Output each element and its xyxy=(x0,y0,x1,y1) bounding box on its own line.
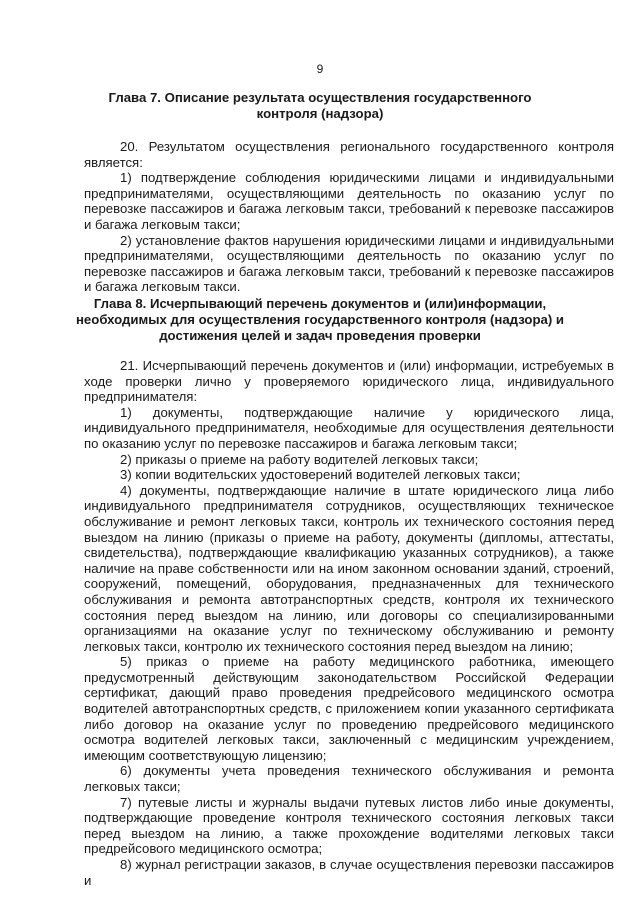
page-number: 9 xyxy=(316,62,324,76)
chapter-8-title-line: Глава 8. Исчерпывающий перечень документов и (или)информации, xyxy=(93,296,547,311)
paragraph: 4) документы, подтверждающие наличие в штате юридического лица либо индивидуального предпринимателя сотрудников, осуществляющих техническое обслуживание и ремонт легковых такси, контроль их технического состояния перед выездом на линию (приказы о приеме на работу, документы (дипломы, аттестаты, свидетельства), подтверждающие квалификацию указанных сотрудников), а также наличие на праве собственности или на ином законном основании зданий, строений, сооружений, помещений, оборудования, предназначенных для технического обслуживания и ремонта автотранспортных средств, контроля их технического состояния перед выездом на линию, или договоры со специализированными организациями на оказание услуг по техническому обслуживанию и ремонту легковых такси, контролю их технического состояния перед выездом на линию; xyxy=(84,482,614,654)
paragraph: 1) подтверждение соблюдения юридическими лицами и индивидуальными предпринимателями, осуществляющими деятельность по оказанию услуг по перевозке пассажиров и багажа легковым такси, требований к перевозке пассажиров и багажа легковым такси; xyxy=(84,170,614,232)
paragraph: 2) приказы о приеме на работу водителей легковых такси; xyxy=(120,451,479,467)
paragraph: 3) копии водительских удостоверений водителей легковых такси; xyxy=(120,467,521,483)
chapter-8-body xyxy=(84,358,614,888)
paragraph: 21. Исчерпывающий перечень документов и (или) информации, истребуемых в ходе проверки лично у проверяемого юридического лица, индивидуального предпринимателя: xyxy=(84,358,614,405)
chapter-7-title xyxy=(60,90,580,122)
paragraph: 2) установление фактов нарушения юридическими лицами и индивидуальными предпринимателями, осуществляющими деятельность по оказанию услуг по перевозке пассажиров и багажа легковым такси, требований к перевозке пассажиров и багажа легковым такси. xyxy=(84,232,614,295)
chapter-8-title-line: необходимых для осуществления государственного контроля (надзора) и xyxy=(75,312,565,327)
paragraph: 8) журнал регистрации заказов, в случае осуществления перевозки пассажиров и xyxy=(84,857,614,888)
paragraph: 7) путевые листы и журналы выдачи путевых листов либо иные документы, подтверждающие проведение контроля технического состояния легковых такси перед выездом на линию, а также прохождение водителями легковых такси предрейсового медицинского осмотра; xyxy=(84,794,614,857)
paragraph: 20. Результатом осуществления регионального государственного контроля является: xyxy=(84,139,614,170)
chapter-7-body xyxy=(84,139,614,295)
chapter-8-title-line: достижения целей и задач проведения проверки xyxy=(159,328,481,343)
chapter-8-title xyxy=(60,296,580,344)
chapter-7-title-line: контроля (надзора) xyxy=(256,106,384,121)
paragraph: 1) документы, подтверждающие наличие у юридического лица, индивидуального предпринимателя, необходимые для осуществления деятельности по оказанию услуг по перевозке пассажиров и багажа легковым такси; xyxy=(84,404,614,451)
chapter-7-title-line: Глава 7. Описание результата осуществления государственного xyxy=(108,90,532,105)
paragraph: 6) документы учета проведения технического обслуживания и ремонта легковых такси; xyxy=(84,763,614,795)
paragraph: 5) приказ о приеме на работу медицинского работника, имеющего предусмотренный действующим законодательством Российской Федерации сертификат, дающий право проведения предрейсового медицинского осмотра водителей автотранспортных средств, с приложением копии указанного сертификата либо договор на оказание услуг по проведению предрейсового медицинского осмотра водителей легковых такси, заключенный с медицинским учреждением, имеющим соответствующую лицензию; xyxy=(84,654,614,763)
